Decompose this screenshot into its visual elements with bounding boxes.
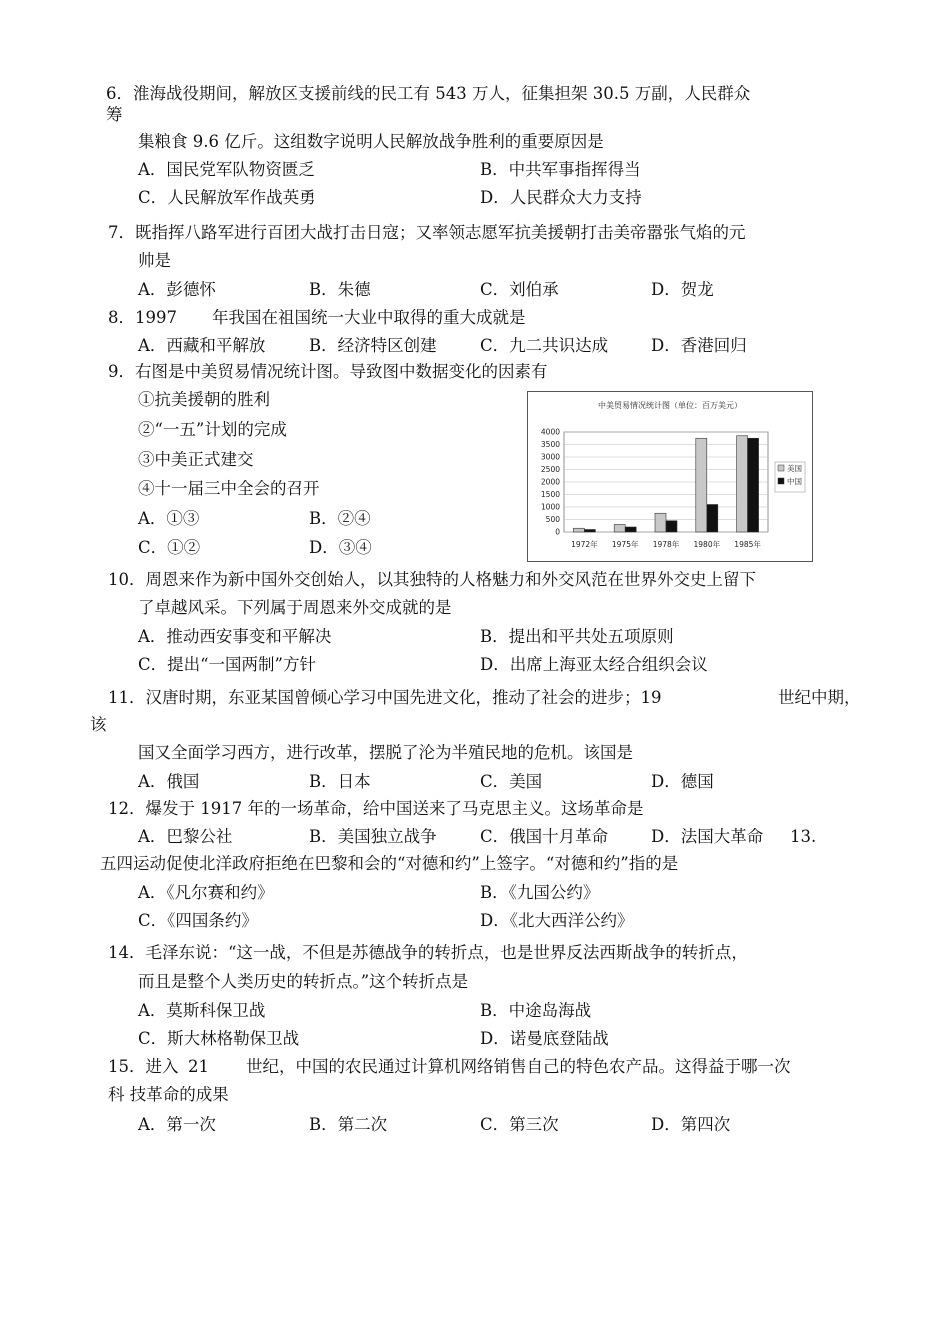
- q11-stem-line1-end: 世纪中期，: [778, 688, 861, 707]
- q13-option-a: A．《凡尔赛和约》: [138, 883, 274, 902]
- q15-stem-start: 15．进入: [108, 1057, 179, 1076]
- q10-option-a: A．推动西安事变和平解决: [138, 627, 332, 646]
- q11-stem-line1-wrap: 该: [90, 715, 107, 734]
- q6-option-d: D．人民群众大力支持: [480, 188, 642, 207]
- q13-number: 13.: [790, 827, 817, 846]
- q11-stem-line2: 国又全面学习西方，进行改革，摆脱了沦为半殖民地的危机。该国是: [138, 743, 633, 762]
- x-tick-label: 1978年: [652, 540, 680, 549]
- q15-stem-line2: 科 技革命的成果: [108, 1085, 229, 1104]
- q9-option-c: C．①②: [138, 538, 201, 557]
- q15-option-a: A．第一次: [138, 1115, 216, 1134]
- q9-option-d: D．③④: [309, 538, 372, 557]
- q12-stem: 12．爆发于 1917 年的一场革命，给中国送来了马克思主义。这场革命是: [108, 799, 644, 818]
- bar-美国-1972年: [573, 528, 584, 532]
- q9-option-a: A．①③: [138, 509, 200, 528]
- legend-swatch-美国: [778, 465, 784, 471]
- legend-swatch-中国: [778, 478, 784, 484]
- bar-美国-1985年: [737, 436, 748, 532]
- q11-option-b: B．日本: [309, 772, 371, 791]
- q13-stem: 五四运动促使北洋政府拒绝在巴黎和会的“对德和约”上签字。“对德和约”指的是: [100, 854, 679, 873]
- trade-chart: [527, 391, 813, 562]
- q12-option-b: B．美国独立战争: [309, 827, 437, 846]
- y-tick-label: 1000: [540, 502, 560, 512]
- q8-option-a: A．西藏和平解放: [138, 336, 266, 355]
- q9-item-1: ①抗美援朝的胜利: [138, 390, 270, 409]
- q14-option-b: B．中途岛海战: [480, 1001, 592, 1020]
- q9-item-4: ④十一届三中全会的召开: [138, 479, 320, 498]
- q10-stem-line1: 10．周恩来作为新中国外交创始人，以其独特的人格魅力和外交风范在世界外交史上留下: [108, 570, 756, 589]
- x-tick-label: 1985年: [734, 540, 761, 549]
- q10-option-c: C．提出“一国两制”方针: [138, 655, 316, 674]
- q11-option-d: D．德国: [651, 772, 714, 791]
- q9-item-3: ③中美正式建交: [138, 450, 254, 469]
- bar-中国-1980年: [707, 505, 718, 533]
- bar-美国-1975年: [614, 525, 625, 533]
- q13-option-d: D．《北大西洋公约》: [480, 911, 634, 930]
- y-tick-label: 3000: [540, 452, 560, 462]
- q15-option-d: D．第四次: [651, 1115, 731, 1134]
- legend-label-美国: 美国: [787, 464, 802, 473]
- q7-option-a: A．彭德怀: [138, 280, 216, 299]
- y-tick-label: 2500: [540, 465, 560, 474]
- q6-stem-line1: 6．淮海战役期间，解放区支援前线的民工有 543 万人，征集担架 30.5 万副，人民群众: [106, 84, 751, 103]
- q7-option-d: D．贺龙: [651, 280, 714, 299]
- q8-option-d: D．香港回归: [651, 336, 747, 355]
- q11-stem-line1: 11．汉唐时期，东亚某国曾倾心学习中国先进文化，推动了社会的进步；19: [108, 688, 662, 707]
- q14-option-c: C．斯大林格勒保卫战: [138, 1029, 300, 1048]
- q8-option-b: B．经济特区创建: [309, 336, 437, 355]
- q6-stem-line2: 集粮食 9.6 亿斤。这组数字说明人民解放战争胜利的重要原因是: [138, 132, 604, 151]
- y-tick-label: 1500: [540, 490, 560, 499]
- q7-stem-line2: 帅是: [138, 251, 171, 270]
- bar-中国-1978年: [666, 521, 677, 532]
- y-tick-label: 4000: [540, 427, 560, 437]
- q8-stem: 年我国在祖国统一大业中取得的重大成就是: [212, 308, 526, 327]
- y-tick-label: 500: [545, 515, 560, 524]
- q14-option-a: A．莫斯科保卫战: [138, 1001, 266, 1020]
- x-tick-label: 1975年: [611, 540, 639, 549]
- y-tick-label: 2000: [540, 477, 560, 487]
- bar-中国-1972年: [584, 530, 595, 533]
- q10-option-b: B．提出和平共处五项原则: [480, 627, 674, 646]
- q14-stem-line2: 而且是整个人类历史的转折点。”这个转折点是: [138, 972, 469, 991]
- legend-label-中国: 中国: [787, 477, 802, 486]
- q7-option-c: C．刘伯承: [480, 280, 559, 299]
- q15-stem-line1: 世纪，中国的农民通过计算机网络销售自己的特色农产品。这得益于哪一次: [246, 1057, 791, 1076]
- q11-option-c: C．美国: [480, 772, 543, 791]
- q10-option-d: D．出席上海亚太经合组织会议: [480, 655, 708, 674]
- q9-option-b: B．②④: [309, 509, 371, 528]
- chart-title: 中美贸易情况统计图（单位：百万美元）: [598, 401, 742, 410]
- q10-stem-line2: 了卓越风采。下列属于周恩来外交成就的是: [138, 598, 452, 617]
- q15-option-c: C．第三次: [480, 1115, 559, 1134]
- x-tick-label: 1980年: [693, 540, 721, 549]
- q6-option-a: A．国民党军队物资匮乏: [138, 160, 315, 179]
- trade-chart-svg: [528, 392, 812, 561]
- q15-option-b: B．第二次: [309, 1115, 388, 1134]
- bar-美国-1980年: [696, 438, 707, 532]
- q7-stem-line1: 7．既指挥八路军进行百团大战打击日寇；又率领志愿军抗美援朝打击美帝嚣张气焰的元: [108, 223, 746, 242]
- q12-option-c: C．俄国十月革命: [480, 827, 609, 846]
- q12-option-d: D．法国大革命: [651, 827, 764, 846]
- q14-stem-line1: 14．毛泽东说：“这一战，不但是苏德战争的转折点，也是世界反法西斯战争的转折点，: [108, 943, 748, 962]
- q8-number: 8．1997: [108, 308, 177, 327]
- q9-stem: 9．右图是中美贸易情况统计图。导致图中数据变化的因素有: [108, 362, 548, 381]
- y-tick-label: 0: [555, 527, 560, 537]
- q6-stem-line1-wrap: 筹: [106, 105, 123, 124]
- q12-option-a: A．巴黎公社: [138, 827, 233, 846]
- q15-stem-21: 21: [188, 1057, 209, 1076]
- q6-option-c: C．人民解放军作战英勇: [138, 188, 316, 207]
- y-tick-label: 3500: [540, 440, 560, 449]
- bar-美国-1978年: [655, 513, 666, 532]
- x-tick-label: 1972年: [571, 540, 598, 549]
- q6-option-b: B．中共军事指挥得当: [480, 160, 641, 179]
- q7-option-b: B．朱德: [309, 280, 371, 299]
- bar-中国-1975年: [625, 527, 636, 532]
- bar-中国-1985年: [748, 438, 759, 532]
- q8-option-c: C．九二共识达成: [480, 336, 609, 355]
- q13-option-b: B．《九国公约》: [480, 883, 600, 902]
- q11-option-a: A．俄国: [138, 772, 200, 791]
- q14-option-d: D．诺曼底登陆战: [480, 1029, 609, 1048]
- q9-item-2: ②“一五”计划的完成: [138, 420, 287, 439]
- q13-option-c: C．《四国条约》: [138, 911, 258, 930]
